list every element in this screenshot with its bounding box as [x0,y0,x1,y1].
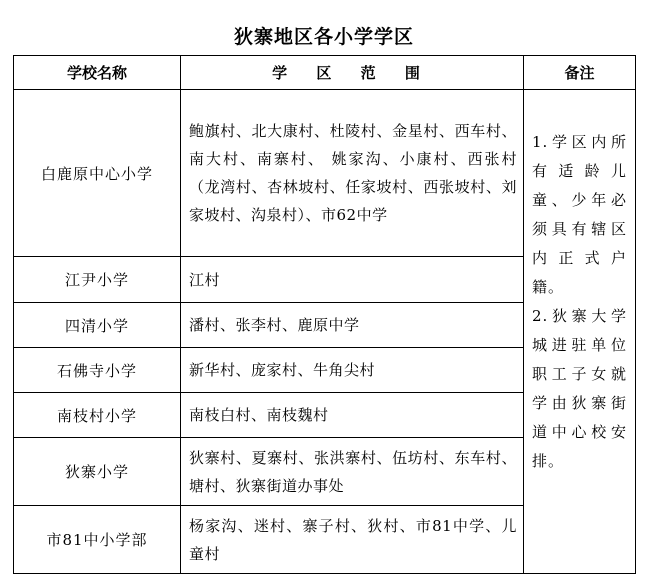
school-name: 狄寨小学 [14,438,181,506]
note-item: 1.学区内所有适龄儿童、少年必须具有辖区内正式户籍。 [532,133,627,296]
notes-cell [524,90,636,574]
district-range: 江村 [181,257,524,303]
district-range: 鲍旗村、北大康村、杜陵村、金星村、西车村、南大村、南寨村、 姚家沟、小康村、西张村（龙湾村、杏林坡村、任家坡村、西张坡村、刘家坡村、沟泉村）、市62中学 [181,90,524,257]
district-range: 杨家沟、迷村、寨子村、狄村、市81中学、儿童村 [181,506,524,574]
school-name: 四清小学 [14,303,181,348]
table-row [14,90,636,257]
header-row [14,56,636,90]
header-note: 备注 [524,56,636,90]
header-range: 学 区 范 围 [181,56,524,90]
school-name: 石佛寺小学 [14,348,181,393]
school-name: 江尹小学 [14,257,181,303]
district-range: 潘村、张李村、鹿原中学 [181,303,524,348]
school-name: 南枝村小学 [14,393,181,438]
page-title: 狄寨地区各小学学区 [233,26,414,48]
school-name: 白鹿原中心小学 [14,90,181,257]
header-school: 学校名称 [14,56,181,90]
district-range: 新华村、庞家村、牛角尖村 [181,348,524,393]
district-range: 南枝白村、南枝魏村 [181,393,524,438]
school-name: 市81中小学部 [14,506,181,574]
district-range: 狄寨村、夏寨村、张洪寨村、伍坊村、东车村、塘村、狄寨街道办事处 [181,438,524,506]
school-district-table [13,55,636,574]
note-item: 2.狄寨大学城进驻单位职工子女就学由狄寨街道中心校安排。 [532,307,627,470]
